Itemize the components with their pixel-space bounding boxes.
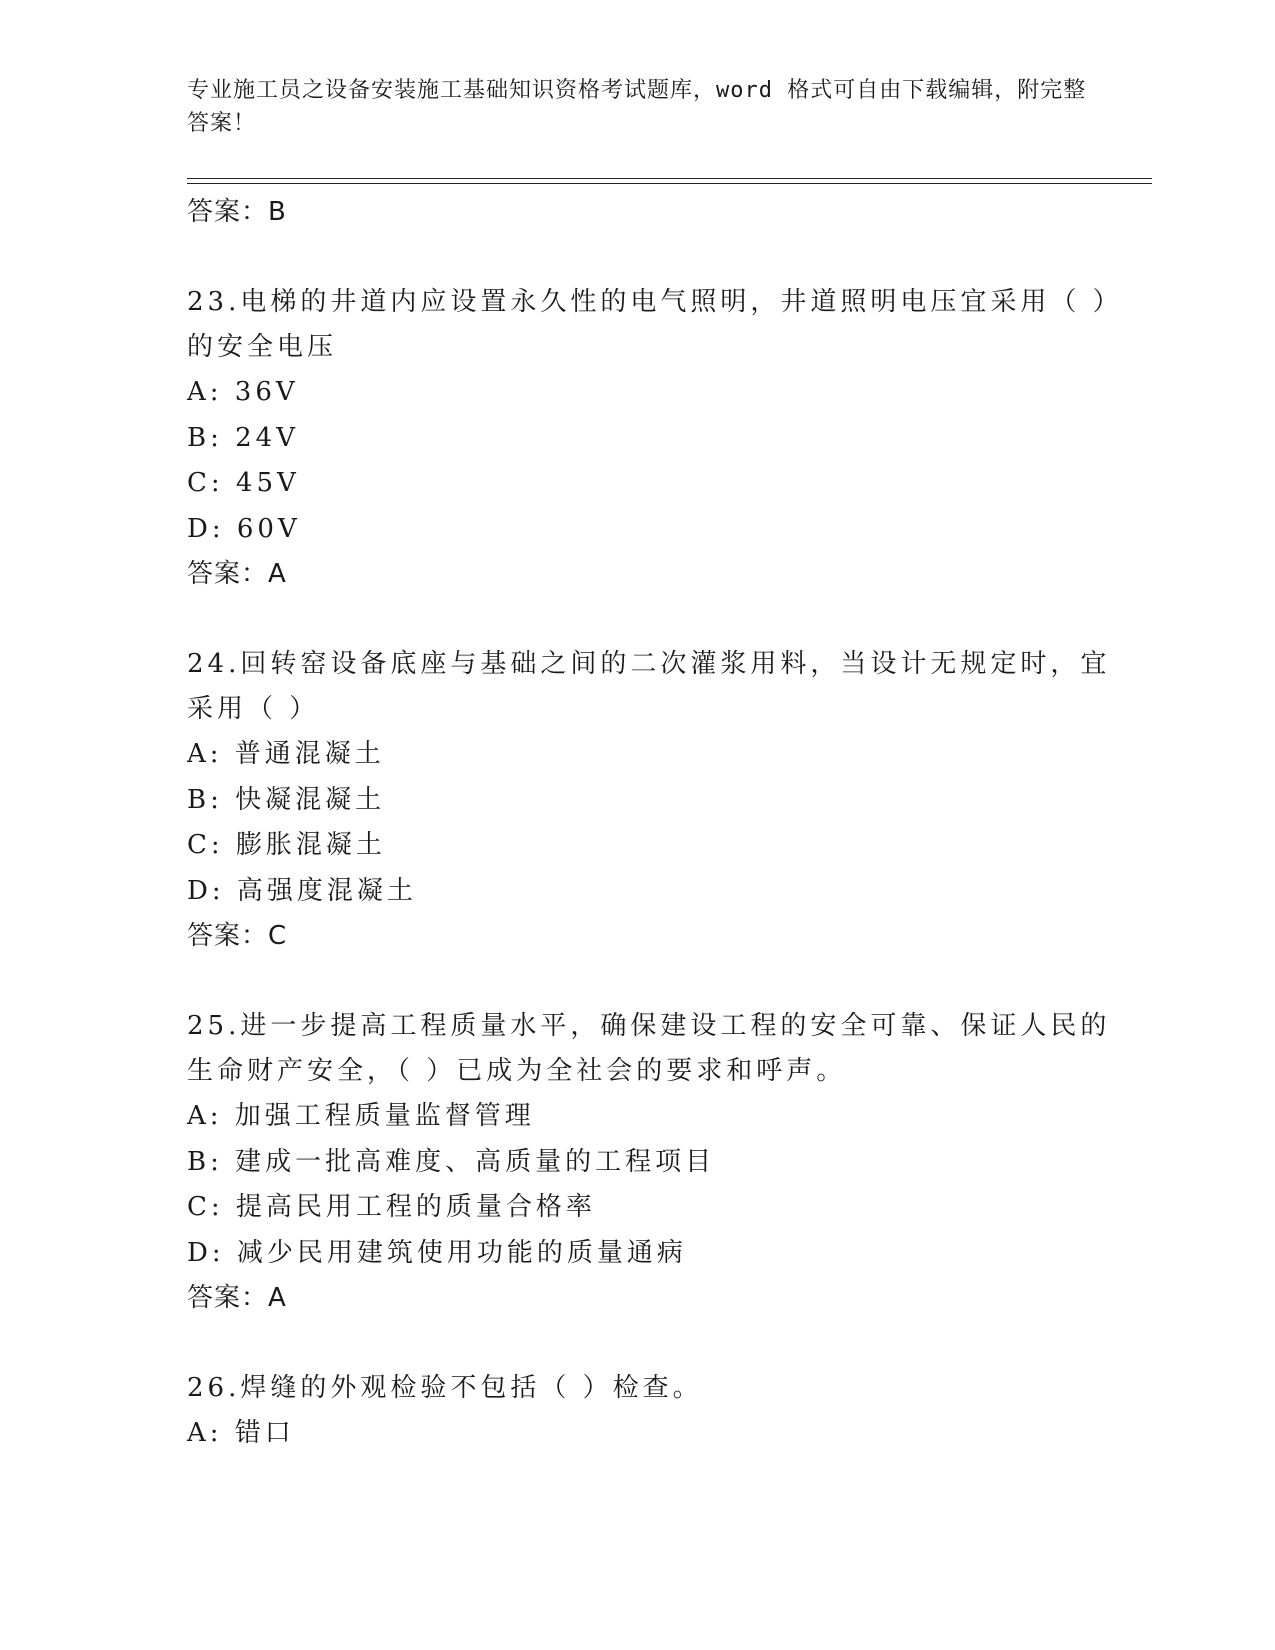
- question-stem: 23.电梯的井道内应设置永久性的电气照明，井道照明电压宜采用（ ）的安全电压: [187, 287, 1110, 362]
- option-d: D: 减少民用建筑使用功能的质量通病: [187, 1237, 687, 1268]
- answer-line: 答案：A: [187, 1283, 287, 1313]
- option-c: C: 45V: [187, 468, 300, 498]
- answer-line: 答案：A: [187, 559, 287, 589]
- option-c: C: 膨胀混凝土: [187, 830, 386, 860]
- option-b: B: 24V: [187, 422, 299, 453]
- option-a: A: 普通混凝土: [187, 739, 385, 769]
- answer-line: 答案：B: [187, 197, 287, 227]
- option-a: A: 加强工程质量监督管理: [187, 1101, 535, 1131]
- header-divider: [187, 178, 1152, 179]
- question-item: [187, 280, 1117, 596]
- document-header: [187, 74, 1087, 140]
- option-a: A: 错口: [187, 1418, 295, 1448]
- option-d: D: 高强度混凝土: [187, 875, 417, 906]
- option-a: A: 36V: [187, 377, 299, 407]
- question-list: [187, 190, 1117, 1457]
- question-item: [187, 642, 1117, 958]
- header-text: 专业施工员之设备安装施工基础知识资格考试题库，word 格式可自由下载编辑，附完整答案！: [187, 78, 1087, 136]
- option-d: D: 60V: [187, 513, 301, 544]
- answer-line: 答案：C: [187, 921, 288, 951]
- option-c: C: 提高民用工程的质量合格率: [187, 1192, 596, 1222]
- question-stem: 26.焊缝的外观检验不包括（ ）检查。: [187, 1373, 703, 1403]
- question-item: [187, 1366, 1117, 1457]
- header-divider: [187, 183, 1152, 184]
- question-stem: 25.进一步提高工程质量水平，确保建设工程的安全可靠、保证人民的生命财产安全，（ ）已成为全社会的要求和呼声。: [187, 1011, 1111, 1086]
- question-stem: 24.回转窑设备底座与基础之间的二次灌浆用料，当设计无规定时，宜采用（ ）: [187, 649, 1111, 724]
- option-b: B: 快凝混凝土: [187, 784, 386, 815]
- question-item: [187, 1004, 1117, 1320]
- option-b: B: 建成一批高难度、高质量的工程项目: [187, 1146, 716, 1177]
